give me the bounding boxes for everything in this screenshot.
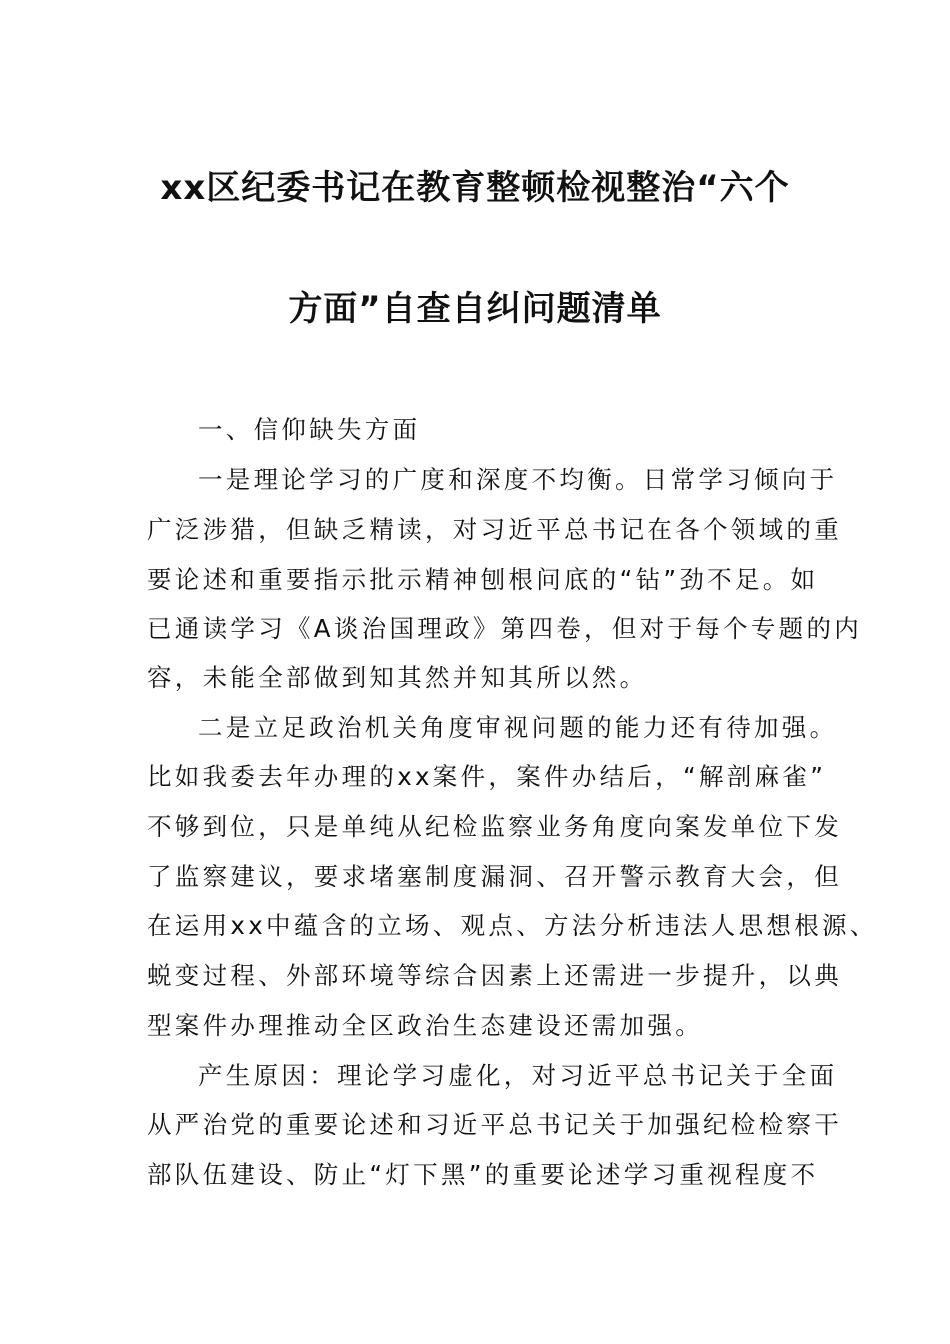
paragraph-line: 型案件办理推动全区政治生态建设还需加强。 xyxy=(147,1011,703,1040)
paragraph-line: 容，未能全部做到知其然并知其所以然。 xyxy=(147,663,648,692)
paragraph-line: 从严治党的重要论述和习近平总书记关于加强纪检检察干 xyxy=(147,1110,842,1139)
paragraph-line: 比如我委去年办理的xx案件，案件办结后，“解剖麻雀” xyxy=(147,762,827,791)
paragraph-line: 已通读学习《A谈治国理政》第四卷，但对于每个专题的内 xyxy=(147,614,863,643)
paragraph-line: 要论述和重要指示批示精神刨根问底的“钻”劲不足。如 xyxy=(147,565,819,594)
paragraph-line: 在运用xx中蕴含的立场、观点、方法分析违法人思想根源、 xyxy=(147,911,878,940)
paragraph-line: 广泛涉猎，但缺乏精读，对习近平总书记在各个领域的重 xyxy=(147,515,842,544)
document-title-line-2: 方面”自查自纠问题清单 xyxy=(288,289,662,329)
document-title-line-1: xx区纪委书记在教育整顿检视整治“六个 xyxy=(160,168,790,208)
paragraph-line: 蜕变过程、外部环境等综合因素上还需进一步提升，以典 xyxy=(147,961,842,990)
paragraph-line: 了监察建议，要求堵塞制度漏洞、召开警示教育大会，但 xyxy=(147,862,842,891)
section-heading: 一、信仰缺失方面 xyxy=(198,415,421,444)
paragraph-line: 一是理论学习的广度和深度不均衡。日常学习倾向于 xyxy=(198,465,838,494)
paragraph-line: 产生原因：理论学习虚化，对习近平总书记关于全面 xyxy=(198,1061,838,1090)
paragraph-line: 二是立足政治机关角度审视问题的能力还有待加强。 xyxy=(198,713,838,742)
paragraph-line: 部队伍建设、防止“灯下黑”的重要论述学习重视程度不 xyxy=(147,1160,819,1189)
paragraph-line: 不够到位，只是单纯从纪检监察业务角度向案发单位下发 xyxy=(147,812,842,841)
